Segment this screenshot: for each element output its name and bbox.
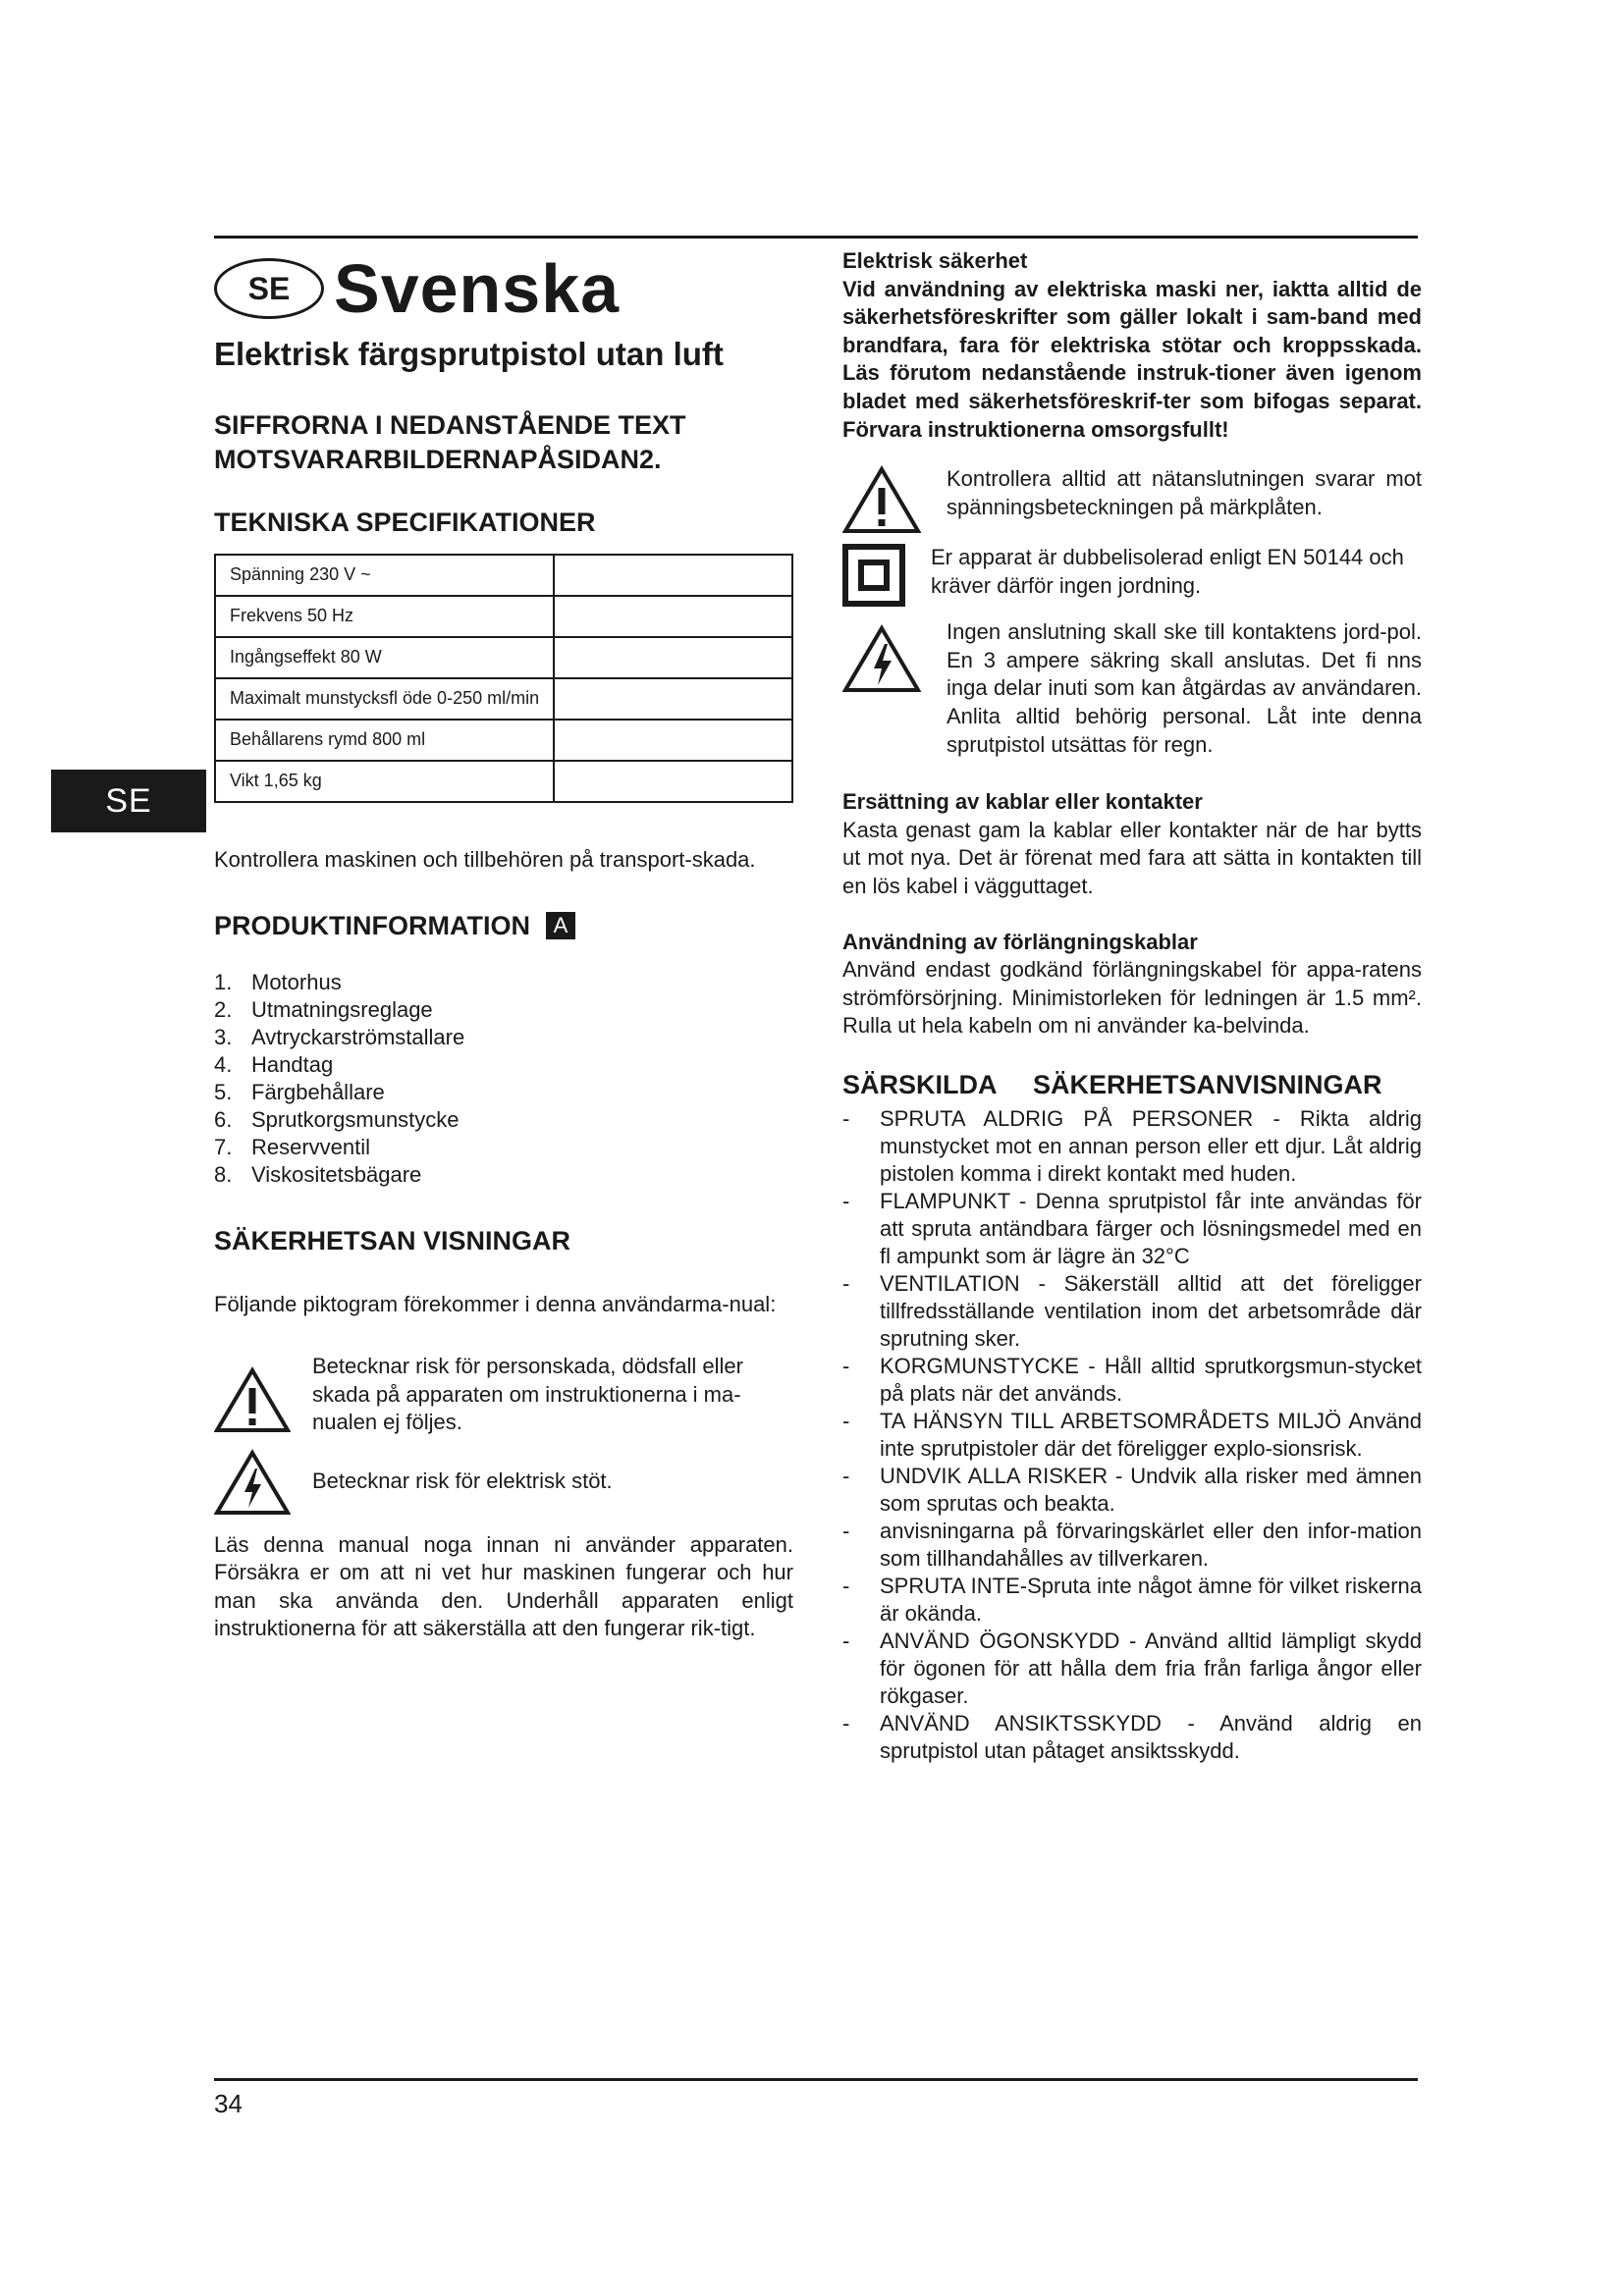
title-row [214, 247, 793, 330]
spec-label: Ingångseffekt 80 W [215, 637, 554, 678]
list-item: - anvisningarna på förvaringskärlet eller den infor-mation som tillhandahålles av tillverkaren. [842, 1519, 1422, 1572]
warning-pictogram-text: Betecknar risk för personskada, dödsfall eller skada på apparaten om instruktionerna i ma-nualen ej följes. [312, 1353, 743, 1435]
list-item: - KORGMUNSTYCKE - Håll alltid sprutkorgsmun-stycket på plats när det används. [842, 1354, 1422, 1407]
item-text: FLAMPUNKT - Denna sprutpistol får inte användas för att spruta antändbara färger och lösningsmedel med en fl ampunkt som är lägre än 32°C [880, 1189, 1422, 1269]
item-name: Sprutkorgsmunstycke [251, 1106, 460, 1132]
spec-label: Maximalt munstycksfl öde 0-250 ml/min [215, 678, 554, 720]
item-text: VENTILATION - Säkerställ alltid att det föreligger tillfredsställande ventilation inom det arbetsområde där sprutning sker. [880, 1271, 1422, 1352]
double-insulation-row [842, 544, 1422, 607]
top-rule [214, 236, 1418, 239]
item-number: 4. [214, 1051, 233, 1077]
item-name: Viskositetsbägare [251, 1161, 422, 1187]
extension-heading: Användning av förlängningskablar [842, 929, 1198, 954]
spec-row [215, 761, 792, 802]
earth-warning-text: Ingen anslutning skall ske till kontaktens jord-pol. En 3 ampere säkring skall anslutas. Det fi nns inga delar inuti som kan åtgärdas av användaren. Anlita alltid behörig personal. Låt inte denna sprutpistol utsättas för regn. [947, 619, 1422, 757]
list-item [214, 1051, 793, 1079]
item-text: anvisningarna på förvaringskärlet eller den infor-mation som tillhandahålles av tillverkaren. [880, 1519, 1422, 1572]
item-name: Utmatningsreglage [251, 996, 433, 1022]
spec-label: Vikt 1,65 kg [215, 761, 554, 802]
spec-table [214, 554, 793, 803]
spec-row [215, 720, 792, 761]
extension-text: Använd endast godkänd förlängningskabel för appa-ratens strömförsörjning. Minimistorleken för ledningen är 1.5 mm². Rulla ut hela kabeln om ni använder ka-belvinda. [842, 957, 1422, 1039]
read-manual-text: Läs denna manual noga innan ni använder apparaten. Försäkra er om att ni vet hur maskinen fungerar och hur man ska använda den. Underhåll apparaten enligt instruktionerna för att säkerställa att den fungerar rik-tigt. [214, 1531, 793, 1641]
language-tab: SE [51, 770, 206, 832]
special-safety-heading: SÄRSKILDA SÄKERHETSANVISNINGAR [842, 1069, 1382, 1099]
list-item [214, 1134, 793, 1161]
item-text: ANVÄND ÖGONSKYDD - Använd alltid lämpligt skydd för ögonen för att hålla dem fria från farliga ångor eller rökgaser. [880, 1629, 1422, 1709]
double-insulation-icon [842, 544, 905, 607]
warning-triangle-icon [842, 465, 921, 534]
page-number: 34 [214, 2089, 243, 2118]
item-number: 6. [214, 1106, 233, 1132]
item-text: KORGMUNSTYCKE - Håll alltid sprutkorgsmun-stycket på plats när det används. [880, 1354, 1422, 1407]
voltage-check-text: Kontrollera alltid att nätanslutningen svarar mot spänningsbeteckningen på märkplåten. [947, 466, 1422, 519]
item-text: UNDVIK ALLA RISKER - Undvik alla risker med ämnen som sprutas och beakta. [880, 1464, 1422, 1517]
product-title: Elektrisk färgsprutpistol utan luft [214, 336, 724, 372]
item-name: Färgbehållare [251, 1079, 385, 1104]
list-item [214, 1161, 793, 1189]
item-name: Reservventil [251, 1134, 371, 1159]
spec-row [215, 637, 792, 678]
left-column [214, 247, 793, 1643]
item-name: Motorhus [251, 969, 342, 994]
list-item [214, 996, 793, 1024]
list-item: - TA HÄNSYN TILL ARBETSOMRÅDETS MILJÖ Använd inte sprutpistoler där det föreligger explo-sionsrisk. [842, 1409, 1422, 1462]
item-name: Avtryckarströmstallare [251, 1024, 465, 1049]
spec-label: Behållarens rymd 800 ml [215, 720, 554, 761]
spec-value [554, 637, 792, 678]
item-number: 7. [214, 1134, 233, 1159]
right-column [842, 247, 1422, 1765]
electric-shock-icon [214, 1449, 291, 1516]
item-text: TA HÄNSYN TILL ARBETSOMRÅDETS MILJÖ Använd inte sprutpistoler där det föreligger explo-sionsrisk. [880, 1409, 1422, 1462]
special-safety-list [842, 1105, 1422, 1765]
electrical-safety-heading: Elektrisk säkerhet [842, 248, 1028, 273]
warning-triangle-icon [214, 1366, 291, 1433]
double-insulation-text: Er apparat är dubbelisolerad enligt EN 50144 och kräver därför ingen jordning. [931, 545, 1404, 598]
spec-row [215, 596, 792, 637]
spec-value [554, 555, 792, 596]
voltage-check-row [842, 465, 1422, 534]
list-item: - FLAMPUNKT - Denna sprutpistol får inte användas för att spruta antändbara färger och lösningsmedel med en fl ampunkt som är lägre än 32°C [842, 1189, 1422, 1269]
pictogram-intro: Följande piktogram förekommer i denna användarma-nual: [214, 1292, 777, 1317]
item-number: 1. [214, 969, 233, 994]
cable-text: Kasta genast gam la kablar eller kontakter när de har bytts ut mot nya. Det är förenat med fara att sätta in kontakten till en lös kabel i vägguttaget. [842, 817, 1422, 898]
shock-pictogram-row [214, 1449, 793, 1516]
list-item: - ANVÄND ANSIKTSSKYDD - Använd aldrig en sprutpistol utan påtaget ansiktsskydd. [842, 1711, 1422, 1764]
transport-check-text: Kontrollera maskinen och tillbehören på transport-skada. [214, 846, 756, 872]
list-item: - VENTILATION - Säkerställ alltid att det föreligger tillfredsställande ventilation inom det arbetsområde där sprutning sker. [842, 1271, 1422, 1352]
item-number: 3. [214, 1024, 233, 1049]
item-name: Handtag [251, 1051, 334, 1077]
product-info-heading-label: PRODUKTINFORMATION [214, 911, 530, 941]
page-title: Svenska [334, 250, 621, 327]
spec-value [554, 720, 792, 761]
list-item [214, 969, 793, 996]
list-item: - SPRUTA INTE-Spruta inte något ämne för vilket riskerna är okända. [842, 1574, 1422, 1627]
spec-row [215, 678, 792, 720]
spec-row [215, 555, 792, 596]
spec-label: Spänning 230 V ~ [215, 555, 554, 596]
electrical-safety-text: Vid användning av elektriska maski ner, iaktta alltid de säkerhetsföreskrifter som gäller lokalt i sam-band med brandfara, fara för elektriska stötar och kroppsskada. Läs förutom nedanstående instruk-tioner även igenom bladet med säkerhetsföreskrif-ter som bifogas separat. Förvara instruktionerna omsorgsfullt! [842, 276, 1422, 442]
product-info-heading [214, 909, 793, 943]
item-number: 2. [214, 996, 233, 1022]
list-item [214, 1079, 793, 1106]
spec-value [554, 678, 792, 720]
item-text: ANVÄND ANSIKTSSKYDD - Använd aldrig en sprutpistol utan påtaget ansiktsskydd. [880, 1711, 1422, 1764]
electric-shock-icon [842, 624, 921, 693]
safety-heading: SÄKERHETSAN VISNINGAR [214, 1225, 571, 1255]
item-text: SPRUTA INTE-Spruta inte något ämne för vilket riskerna är okända. [880, 1574, 1422, 1627]
list-item [214, 1106, 793, 1134]
figure-badge: A [546, 912, 575, 939]
parts-list [214, 969, 793, 1189]
list-item: - SPRUTA ALDRIG PÅ PERSONER - Rikta aldrig munstycket mot en annan person eller ett djur. Låt aldrig pistolen komma i direkt kontakt med huden. [842, 1106, 1422, 1187]
language-badge: SE [214, 258, 324, 319]
item-number: 5. [214, 1079, 233, 1104]
spec-heading: TEKNISKA SPECIFIKATIONER [214, 507, 596, 538]
cable-heading: Ersättning av kablar eller kontakter [842, 789, 1203, 815]
list-item: - UNDVIK ALLA RISKER - Undvik alla risker med ämnen som sprutas och beakta. [842, 1464, 1422, 1517]
spec-value [554, 596, 792, 637]
earth-warning-row [842, 618, 1422, 759]
item-text: SPRUTA ALDRIG PÅ PERSONER - Rikta aldrig munstycket mot en annan person eller ett djur. Låt aldrig pistolen komma i direkt kontakt med huden. [880, 1106, 1422, 1187]
shock-pictogram-text: Betecknar risk för elektrisk stöt. [312, 1468, 613, 1494]
warning-pictogram-row [214, 1353, 793, 1437]
item-number: 8. [214, 1161, 233, 1187]
bottom-rule [214, 2078, 1418, 2081]
spec-label: Frekvens 50 Hz [215, 596, 554, 637]
list-item [214, 1024, 793, 1051]
note-heading: SIFFRORNA I NEDANSTÅENDE TEXT MOTSVARARBILDERNAPÅSIDAN2. [214, 410, 686, 474]
spec-value [554, 761, 792, 802]
list-item: - ANVÄND ÖGONSKYDD - Använd alltid lämpligt skydd för ögonen för att hålla dem fria från farliga ångor eller rökgaser. [842, 1629, 1422, 1709]
